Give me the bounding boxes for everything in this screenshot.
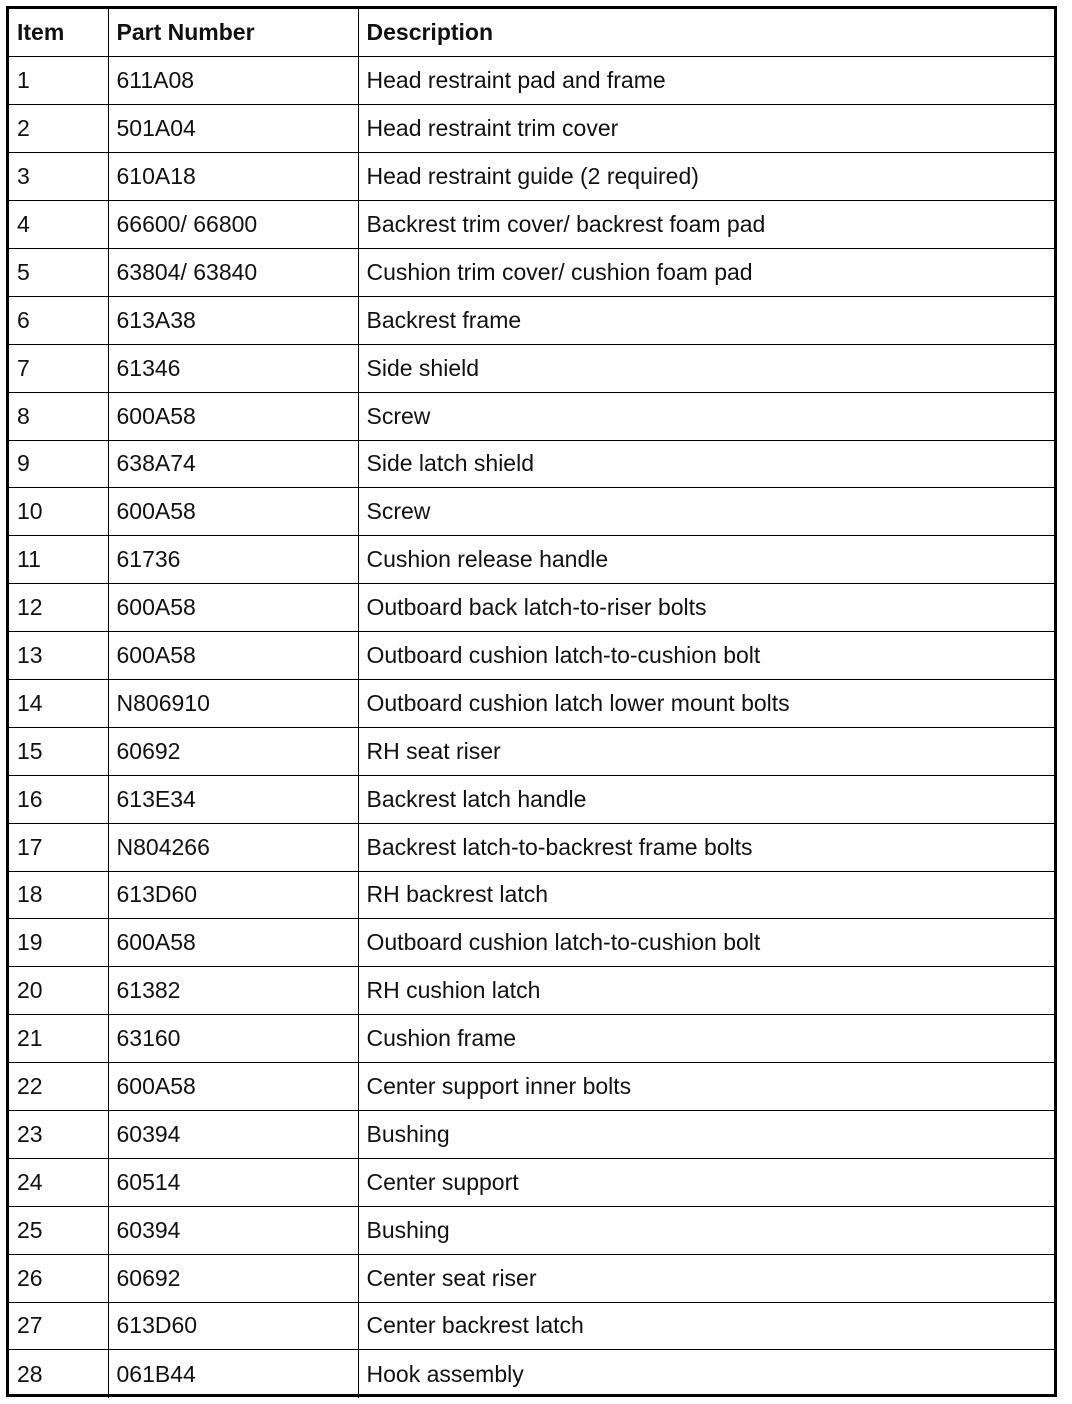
parts-table xyxy=(9,9,1054,1398)
cell-part-number: 611A08 xyxy=(108,57,358,105)
table-row xyxy=(9,1158,1054,1206)
cell-part-number: 600A58 xyxy=(108,1063,358,1111)
cell-description: Screw xyxy=(358,488,1054,536)
cell-item: 12 xyxy=(9,584,108,632)
cell-description: Center backrest latch xyxy=(358,1302,1054,1350)
cell-description: Cushion trim cover/ cushion foam pad xyxy=(358,248,1054,296)
cell-part-number: 61346 xyxy=(108,344,358,392)
cell-part-number: 613E34 xyxy=(108,775,358,823)
cell-item: 11 xyxy=(9,536,108,584)
cell-item: 16 xyxy=(9,775,108,823)
cell-item: 22 xyxy=(9,1063,108,1111)
cell-item: 2 xyxy=(9,105,108,153)
cell-description: Head restraint trim cover xyxy=(358,105,1054,153)
cell-item: 14 xyxy=(9,679,108,727)
cell-item: 1 xyxy=(9,57,108,105)
cell-item: 19 xyxy=(9,919,108,967)
cell-part-number: 66600/ 66800 xyxy=(108,201,358,249)
cell-item: 15 xyxy=(9,727,108,775)
table-row xyxy=(9,344,1054,392)
table-body xyxy=(9,57,1054,1398)
table-row xyxy=(9,440,1054,488)
cell-description: Side latch shield xyxy=(358,440,1054,488)
cell-part-number: 600A58 xyxy=(108,584,358,632)
cell-description: Head restraint pad and frame xyxy=(358,57,1054,105)
cell-part-number: 60394 xyxy=(108,1206,358,1254)
table-row xyxy=(9,727,1054,775)
table-row xyxy=(9,392,1054,440)
cell-item: 23 xyxy=(9,1110,108,1158)
table-row xyxy=(9,1063,1054,1111)
cell-description: Head restraint guide (2 required) xyxy=(358,153,1054,201)
cell-part-number: 60514 xyxy=(108,1158,358,1206)
cell-description: RH cushion latch xyxy=(358,967,1054,1015)
cell-part-number: 60692 xyxy=(108,1254,358,1302)
cell-part-number: N804266 xyxy=(108,823,358,871)
cell-item: 17 xyxy=(9,823,108,871)
cell-item: 18 xyxy=(9,871,108,919)
cell-part-number: 600A58 xyxy=(108,488,358,536)
table-row xyxy=(9,871,1054,919)
cell-description: Cushion frame xyxy=(358,1015,1054,1063)
table-row xyxy=(9,1350,1054,1398)
table-row xyxy=(9,57,1054,105)
table-row xyxy=(9,153,1054,201)
table-row xyxy=(9,296,1054,344)
cell-description: Backrest trim cover/ backrest foam pad xyxy=(358,201,1054,249)
table-row xyxy=(9,488,1054,536)
cell-description: RH backrest latch xyxy=(358,871,1054,919)
cell-part-number: 613D60 xyxy=(108,1302,358,1350)
cell-part-number: 61736 xyxy=(108,536,358,584)
table-row xyxy=(9,679,1054,727)
cell-item: 8 xyxy=(9,392,108,440)
table-row xyxy=(9,1110,1054,1158)
table-row xyxy=(9,1015,1054,1063)
table-row xyxy=(9,105,1054,153)
cell-item: 7 xyxy=(9,344,108,392)
cell-item: 24 xyxy=(9,1158,108,1206)
cell-part-number: 61382 xyxy=(108,967,358,1015)
cell-item: 28 xyxy=(9,1350,108,1398)
parts-table-frame xyxy=(6,6,1057,1397)
column-header-item: Item xyxy=(9,9,108,57)
table-row xyxy=(9,248,1054,296)
cell-part-number: 60692 xyxy=(108,727,358,775)
cell-part-number: 600A58 xyxy=(108,392,358,440)
cell-item: 3 xyxy=(9,153,108,201)
cell-item: 21 xyxy=(9,1015,108,1063)
cell-item: 26 xyxy=(9,1254,108,1302)
column-header-part-number: Part Number xyxy=(108,9,358,57)
table-row xyxy=(9,823,1054,871)
cell-description: Screw xyxy=(358,392,1054,440)
cell-description: Bushing xyxy=(358,1110,1054,1158)
cell-description: Hook assembly xyxy=(358,1350,1054,1398)
cell-part-number: 501A04 xyxy=(108,105,358,153)
table-row xyxy=(9,919,1054,967)
cell-description: RH seat riser xyxy=(358,727,1054,775)
cell-item: 9 xyxy=(9,440,108,488)
table-row xyxy=(9,1254,1054,1302)
table-row xyxy=(9,584,1054,632)
cell-description: Bushing xyxy=(358,1206,1054,1254)
cell-item: 13 xyxy=(9,632,108,680)
table-row xyxy=(9,536,1054,584)
cell-part-number: 613A38 xyxy=(108,296,358,344)
table-row xyxy=(9,201,1054,249)
cell-part-number: N806910 xyxy=(108,679,358,727)
cell-item: 27 xyxy=(9,1302,108,1350)
table-row xyxy=(9,1302,1054,1350)
cell-description: Outboard cushion latch-to-cushion bolt xyxy=(358,919,1054,967)
cell-description: Center seat riser xyxy=(358,1254,1054,1302)
cell-item: 25 xyxy=(9,1206,108,1254)
cell-description: Backrest latch handle xyxy=(358,775,1054,823)
cell-part-number: 610A18 xyxy=(108,153,358,201)
cell-part-number: 613D60 xyxy=(108,871,358,919)
cell-description: Center support xyxy=(358,1158,1054,1206)
table-row xyxy=(9,775,1054,823)
cell-item: 10 xyxy=(9,488,108,536)
cell-description: Side shield xyxy=(358,344,1054,392)
cell-part-number: 63804/ 63840 xyxy=(108,248,358,296)
column-header-description: Description xyxy=(358,9,1054,57)
cell-description: Outboard cushion latch lower mount bolts xyxy=(358,679,1054,727)
cell-part-number: 061B44 xyxy=(108,1350,358,1398)
cell-item: 6 xyxy=(9,296,108,344)
table-row xyxy=(9,967,1054,1015)
cell-description: Center support inner bolts xyxy=(358,1063,1054,1111)
table-row xyxy=(9,632,1054,680)
cell-part-number: 638A74 xyxy=(108,440,358,488)
cell-description: Backrest latch-to-backrest frame bolts xyxy=(358,823,1054,871)
cell-item: 20 xyxy=(9,967,108,1015)
table-header-row xyxy=(9,9,1054,57)
table-row xyxy=(9,1206,1054,1254)
cell-description: Cushion release handle xyxy=(358,536,1054,584)
cell-part-number: 60394 xyxy=(108,1110,358,1158)
cell-description: Backrest frame xyxy=(358,296,1054,344)
cell-item: 4 xyxy=(9,201,108,249)
cell-part-number: 600A58 xyxy=(108,919,358,967)
cell-item: 5 xyxy=(9,248,108,296)
cell-part-number: 600A58 xyxy=(108,632,358,680)
cell-part-number: 63160 xyxy=(108,1015,358,1063)
cell-description: Outboard cushion latch-to-cushion bolt xyxy=(358,632,1054,680)
cell-description: Outboard back latch-to-riser bolts xyxy=(358,584,1054,632)
